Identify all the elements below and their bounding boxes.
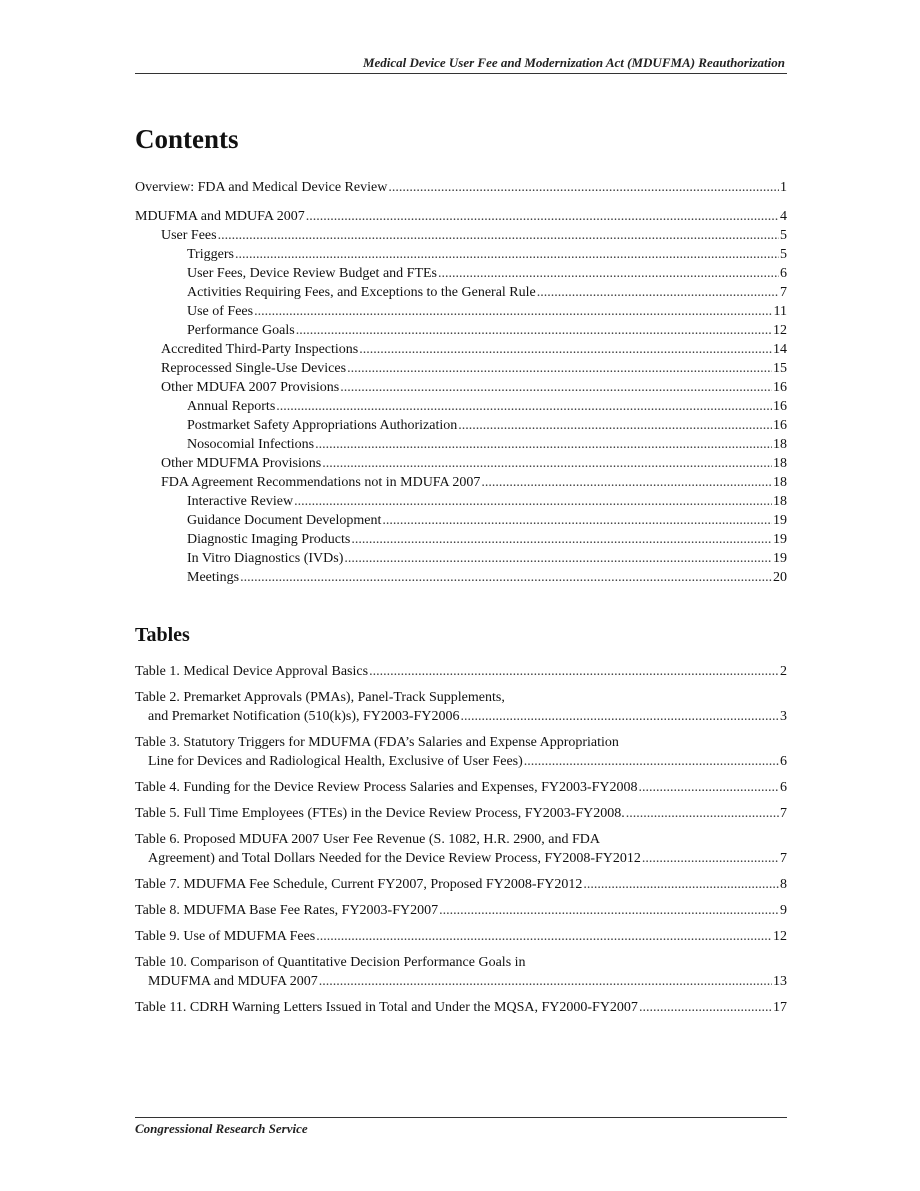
toc-entry[interactable]: [135, 321, 787, 340]
toc-entry-page: 19: [773, 532, 787, 547]
toc-entry[interactable]: [135, 226, 787, 245]
contents-heading: Contents: [135, 124, 239, 154]
table-entry-line: [135, 662, 787, 681]
toc-entry-page: 18: [773, 456, 787, 471]
table-entry-first-line: Table 2. Premarket Approvals (PMAs), Panel-Track Supplements,: [135, 690, 505, 705]
table-entry-page: 3: [780, 709, 787, 724]
dot-leader: [438, 264, 779, 283]
dot-leader: [359, 340, 772, 359]
table-entry-label: MDUFMA and MDUFA 2007: [148, 974, 318, 989]
toc-entry-label: User Fees: [161, 228, 217, 243]
table-entry-first-line: Table 10. Comparison of Quantitative Decision Performance Goals in: [135, 955, 526, 970]
toc-entry[interactable]: [135, 416, 787, 435]
toc-entry-page: 14: [773, 342, 787, 357]
toc-entry[interactable]: [135, 378, 787, 397]
toc-entry-label: Activities Requiring Fees, and Exceptions to the General Rule: [187, 285, 536, 300]
toc-entry-page: 5: [780, 228, 787, 243]
table-entry-label: Table 8. MDUFMA Base Fee Rates, FY2003-FY2007: [135, 903, 439, 918]
dot-leader: [322, 454, 772, 473]
table-entry-first-line: Table 3. Statutory Triggers for MDUFMA (FDA’s Salaries and Expense Appropriation: [135, 735, 619, 750]
toc-entry-page: 18: [773, 475, 787, 490]
toc-entry[interactable]: [135, 178, 787, 197]
toc-entry[interactable]: [135, 568, 787, 587]
dot-leader: [294, 492, 772, 511]
toc-entry-label: In Vitro Diagnostics (IVDs): [187, 551, 344, 566]
table-entry-page: 17: [773, 1000, 787, 1015]
dot-leader: [481, 473, 772, 492]
dot-leader: [626, 804, 779, 823]
toc-entry[interactable]: [135, 340, 787, 359]
toc-entry[interactable]: [135, 207, 787, 226]
running-header: Medical Device User Fee and Modernization Act (MDUFMA) Reauthorization: [362, 55, 785, 70]
table-entry[interactable]: [135, 830, 787, 868]
toc-entry-label: Reprocessed Single-Use Devices: [161, 361, 347, 376]
running-footer: Congressional Research Service: [135, 1121, 308, 1136]
toc-entry[interactable]: [135, 473, 787, 492]
toc-entry-label: Guidance Document Development: [187, 513, 382, 528]
table-entry-page: 6: [780, 754, 787, 769]
dot-leader: [344, 549, 772, 568]
table-entry[interactable]: [135, 804, 787, 823]
toc-entry-label: Meetings: [187, 570, 240, 585]
toc-entry-label: Nosocomial Infections: [187, 437, 315, 452]
dot-leader: [240, 568, 772, 587]
dot-leader: [306, 207, 779, 226]
table-entry[interactable]: [135, 901, 787, 920]
dot-leader: [276, 397, 772, 416]
table-entry-line: [135, 901, 787, 920]
table-entry-line: [135, 778, 787, 797]
toc-entry-label: Other MDUFA 2007 Provisions: [161, 380, 340, 395]
table-entry-label: and Premarket Notification (510(k)s), FY2003-FY2006: [148, 709, 460, 724]
table-entry-line: [135, 707, 787, 726]
toc-entry[interactable]: [135, 302, 787, 321]
toc-entry-label: User Fees, Device Review Budget and FTEs: [187, 266, 437, 281]
toc-entry[interactable]: [135, 511, 787, 530]
toc-entry-label: Postmarket Safety Appropriations Authorization: [187, 418, 458, 433]
toc-entry-page: 19: [773, 551, 787, 566]
dot-leader: [382, 511, 772, 530]
table-entry-line: [135, 972, 787, 991]
dot-leader: [583, 875, 779, 894]
toc-entry[interactable]: [135, 454, 787, 473]
dot-leader: [458, 416, 772, 435]
toc-entry-label: MDUFMA and MDUFA 2007: [135, 209, 305, 224]
footer-rule: [135, 1117, 787, 1118]
toc-entry-page: 16: [773, 418, 787, 433]
toc-entry-label: Use of Fees: [187, 304, 254, 319]
table-entry-line: [135, 998, 787, 1017]
table-entry-line: [135, 927, 787, 946]
tables-heading: Tables: [135, 624, 190, 646]
toc-entry[interactable]: [135, 549, 787, 568]
table-entry-line: [135, 875, 787, 894]
table-entry-line: [135, 804, 787, 823]
dot-leader: [340, 378, 772, 397]
toc-entry-page: 15: [773, 361, 787, 376]
dot-leader: [254, 302, 772, 321]
table-entry-page: 12: [773, 929, 787, 944]
dot-leader: [369, 662, 779, 681]
toc-entry[interactable]: [135, 264, 787, 283]
table-entry-line: [135, 849, 787, 868]
toc-entry-page: 7: [780, 285, 787, 300]
toc-entry-label: Other MDUFMA Provisions: [161, 456, 322, 471]
table-entry-page: 8: [780, 877, 787, 892]
dot-leader: [460, 707, 779, 726]
toc-entry-page: 1: [780, 180, 787, 195]
dot-leader: [439, 901, 779, 920]
toc-entry-page: 4: [780, 209, 787, 224]
table-entry-label: Table 11. CDRH Warning Letters Issued in Total and Under the MQSA, FY2000-FY2007: [135, 1000, 638, 1015]
table-entry-page: 6: [780, 780, 787, 795]
dot-leader: [537, 283, 779, 302]
toc-entry[interactable]: [135, 397, 787, 416]
dot-leader: [347, 359, 772, 378]
toc-entry-label: Overview: FDA and Medical Device Review: [135, 180, 388, 195]
toc-entry-label: Diagnostic Imaging Products: [187, 532, 351, 547]
table-entry[interactable]: [135, 927, 787, 946]
dot-leader: [316, 927, 772, 946]
toc-entry-page: 6: [780, 266, 787, 281]
toc-entry-page: 20: [773, 570, 787, 585]
dot-leader: [388, 178, 779, 197]
table-entry[interactable]: [135, 688, 787, 726]
contents-list: [135, 178, 787, 587]
table-entry-page: 7: [780, 806, 787, 821]
dot-leader: [351, 530, 772, 549]
dot-leader: [642, 849, 779, 868]
dot-leader: [296, 321, 772, 340]
table-entry-label: Line for Devices and Radiological Health, Exclusive of User Fees): [148, 754, 523, 769]
table-entry[interactable]: [135, 778, 787, 797]
dot-leader: [315, 435, 772, 454]
toc-entry[interactable]: [135, 492, 787, 511]
toc-entry[interactable]: [135, 283, 787, 302]
table-entry[interactable]: [135, 953, 787, 991]
dot-leader: [639, 778, 779, 797]
header-rule: [135, 73, 787, 74]
table-entry-label: Table 9. Use of MDUFMA Fees: [135, 929, 316, 944]
dot-leader: [218, 226, 779, 245]
toc-entry[interactable]: [135, 245, 787, 264]
table-entry[interactable]: [135, 998, 787, 1017]
table-entry-label: Table 1. Medical Device Approval Basics: [135, 664, 369, 679]
toc-entry-page: 19: [773, 513, 787, 528]
dot-leader: [319, 972, 772, 991]
tables-list: [135, 662, 787, 1024]
toc-entry-label: Accredited Third-Party Inspections: [161, 342, 359, 357]
table-entry[interactable]: [135, 662, 787, 681]
toc-entry-label: Triggers: [187, 247, 234, 262]
toc-entry-page: 5: [780, 247, 787, 262]
dot-leader: [235, 245, 779, 264]
toc-entry-label: Performance Goals: [187, 323, 295, 338]
toc-entry-label: Annual Reports: [187, 399, 276, 414]
toc-entry[interactable]: [135, 359, 787, 378]
dot-leader: [524, 752, 779, 771]
table-entry-line: [135, 752, 787, 771]
table-entry-page: 13: [773, 974, 787, 989]
table-entry-page: 9: [780, 903, 787, 918]
toc-entry-page: 18: [773, 494, 787, 509]
toc-entry-label: Interactive Review: [187, 494, 294, 509]
table-entry[interactable]: [135, 733, 787, 771]
toc-entry-page: 12: [773, 323, 787, 338]
table-entry[interactable]: [135, 875, 787, 894]
toc-entry[interactable]: [135, 435, 787, 454]
dot-leader: [639, 998, 772, 1017]
table-entry-page: 2: [780, 664, 787, 679]
table-entry-page: 7: [780, 851, 787, 866]
table-entry-label: Table 5. Full Time Employees (FTEs) in the Device Review Process, FY2003-FY2008.: [135, 806, 625, 821]
toc-entry[interactable]: [135, 530, 787, 549]
table-entry-label: Table 7. MDUFMA Fee Schedule, Current FY2007, Proposed FY2008-FY2012: [135, 877, 583, 892]
toc-entry-page: 16: [773, 399, 787, 414]
toc-entry-page: 16: [773, 380, 787, 395]
toc-entry-label: FDA Agreement Recommendations not in MDUFA 2007: [161, 475, 481, 490]
toc-entry-page: 18: [773, 437, 787, 452]
table-entry-label: Table 4. Funding for the Device Review Process Salaries and Expenses, FY2003-FY2008: [135, 780, 638, 795]
table-entry-label: Agreement) and Total Dollars Needed for the Device Review Process, FY2008-FY2012: [148, 851, 641, 866]
toc-entry-page: 11: [773, 304, 787, 319]
table-entry-first-line: Table 6. Proposed MDUFA 2007 User Fee Revenue (S. 1082, H.R. 2900, and FDA: [135, 832, 601, 847]
